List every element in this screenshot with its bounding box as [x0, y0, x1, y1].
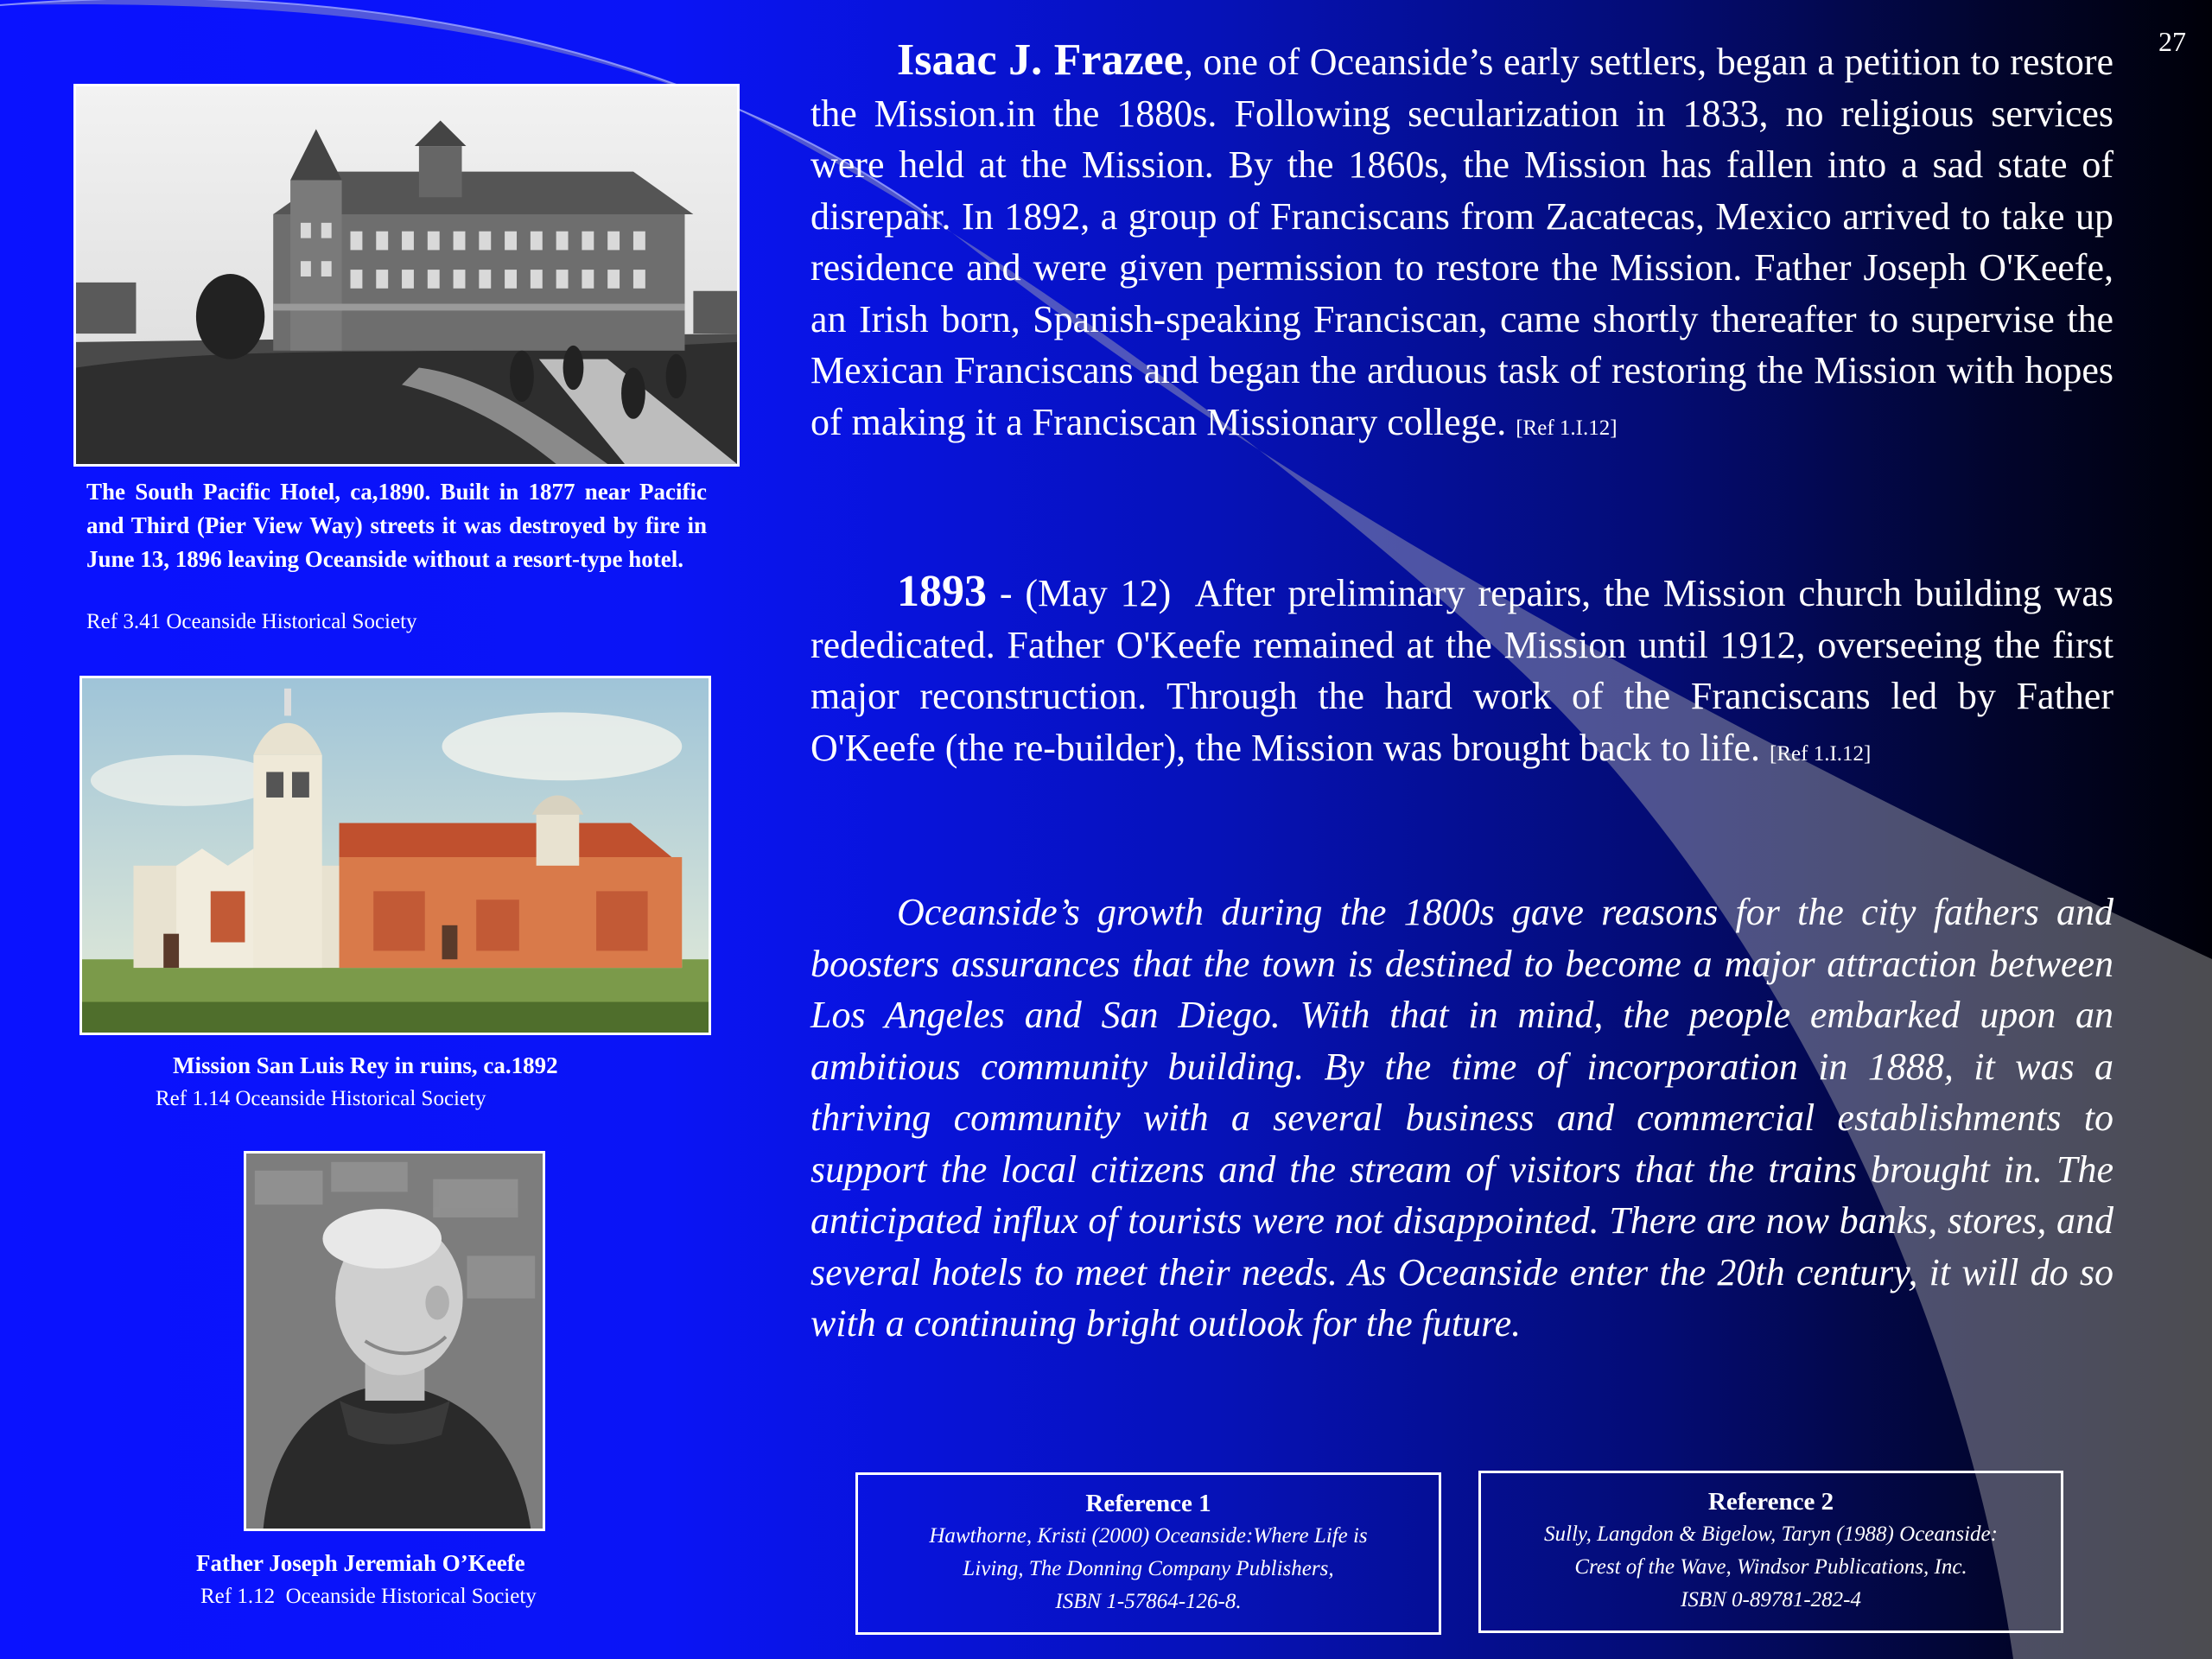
father-okeefe-portrait-photo — [244, 1151, 545, 1531]
reference-1-title: Reference 1 — [1085, 1490, 1211, 1517]
reference-1-line: Hawthorne, Kristi (2000) Oceanside:Where Life is — [929, 1524, 1368, 1548]
year-1893: 1893 — [897, 567, 987, 616]
father-okeefe-ref: Ref 1.12 Oceanside Historical Society — [200, 1585, 537, 1608]
reference-1-line: Living, The Donning Company Publishers, — [963, 1557, 1334, 1580]
reference-1-line: ISBN 1-57864-126-8. — [1055, 1590, 1242, 1613]
south-pacific-hotel-photo — [73, 84, 740, 467]
paragraph-growth: Oceanside’s growth during the 1800s gave reasons for the city fathers and boosters assurances that the town is destined to become a major attraction between Los Angeles and San Diego. With that in mind, the people embarked upon an ambitious community building. By the time of incorporation in 1888, it was a thriving community with a several business and commercial establishments to support the local citizens and the stream of visitors that the trains brought in. The anticipated influx of tourists were not disappointed. There are now banks, stores, and several hotels to meet their needs. As Oceanside enter the 20th century, it will do so with a continuing bright outlook for the future. — [810, 891, 2113, 1344]
mission-san-luis-rey-photo — [79, 676, 711, 1035]
page-number: 27 — [2158, 26, 2186, 57]
rededication-ref: [Ref 1.I.12] — [1770, 741, 1872, 766]
mission-ruins-ref: Ref 1.14 Oceanside Historical Society — [156, 1087, 486, 1110]
south-pacific-hotel-ref: Ref 3.41 Oceanside Historical Society — [86, 610, 417, 633]
reference-2-line: Crest of the Wave, Windsor Publications, Inc. — [1574, 1555, 1967, 1579]
frazee-text: , one of Oceanside’s early settlers, began a petition to restore the Mission.in the 1880s. Following secularization in 1833, no religious services were held at the Mission. By the 1860s, the Mission has fallen into a sad state of disrepair. In 1892, a group of Franciscans from Zacatecas, Mexico arrived to take up residence and were given permission to restore the Mission. Father Joseph O'Keefe, an Irish born, Spanish-speaking Franciscan, came shortly thereafter to supervise the Mexican Franciscans and began the arduous task of restoring the Mission with hopes of making it a Franciscan Missionary college. — [810, 41, 2114, 443]
reference-2-line: ISBN 0-89781-282-4 — [1681, 1588, 1861, 1611]
reference-2-title: Reference 2 — [1707, 1488, 1834, 1516]
reference-1-box — [855, 1472, 1441, 1635]
reference-2-line: Sully, Langdon & Bigelow, Taryn (1988) Oceanside: — [1544, 1522, 1998, 1546]
mission-ruins-caption: Mission San Luis Rey in ruins, ca.1892 — [173, 1052, 558, 1078]
frazee-ref: [Ref 1.I.12] — [1516, 416, 1618, 440]
frazee-name: Isaac J. Frazee — [897, 35, 1184, 85]
paragraph-1893 — [810, 566, 2123, 779]
south-pacific-hotel-caption: The South Pacific Hotel, ca,1890. Built in 1877 near Pacific and Third (Pier View Way) streets it was destroyed by fire in June 13, 1896 leaving Oceanside without a resort-type hotel. — [86, 479, 707, 572]
paragraph-frazee — [810, 35, 2113, 454]
father-okeefe-caption: Father Joseph Jeremiah O’Keefe — [196, 1550, 525, 1576]
reference-2-box — [1478, 1471, 2063, 1633]
rededication-text: - (May 12) After preliminary repairs, the Mission church building was rededicated. Father O'Keefe remained at the Mission until 1912, overseeing the first major reconstruction. Through the hard work of the Franciscans led by Father O'Keefe (the re-builder), the Mission was brought back to life. — [810, 572, 2123, 769]
